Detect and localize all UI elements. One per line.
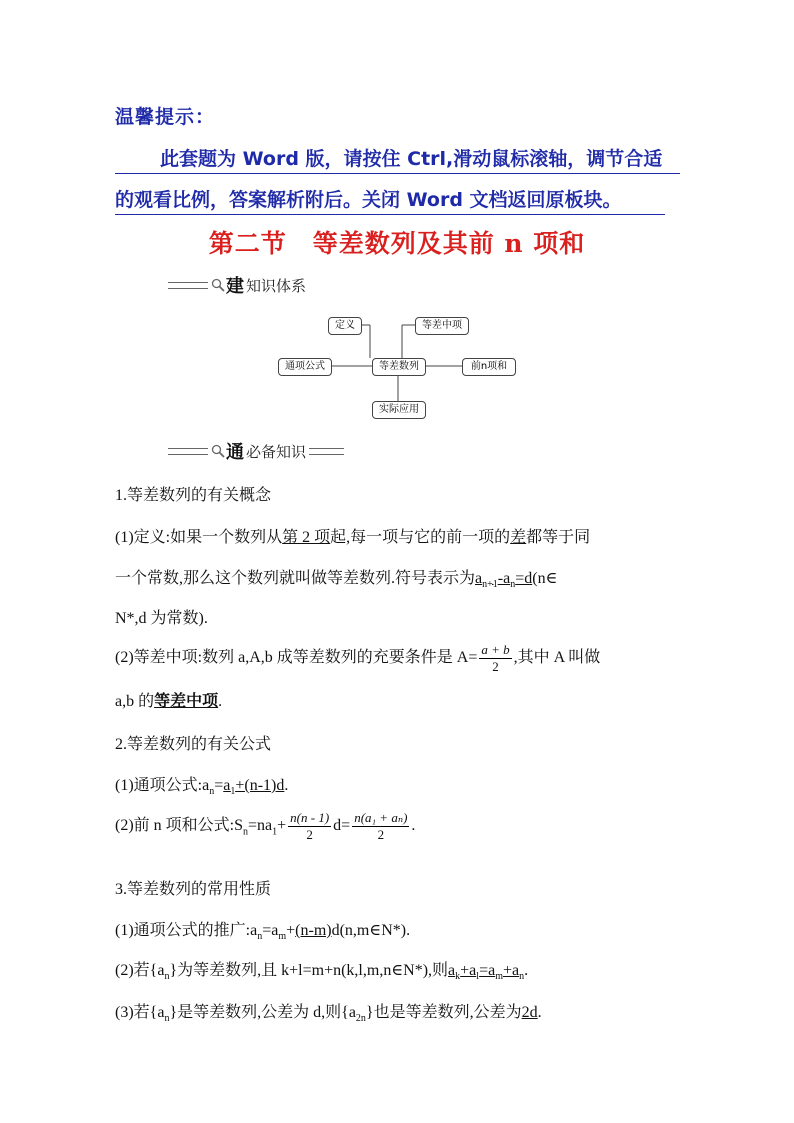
section-header-essential-knowledge	[168, 440, 344, 462]
double-rule-left	[168, 448, 208, 455]
tip-title: 温馨提示：	[115, 106, 216, 128]
section-title: 知识体系	[246, 276, 307, 295]
middle-term-line-1: (2)等差中项:数列 a,A,b 成等差数列的充要条件是 A= $\frac{a + b}{2}$ ,其中 A 叫做	[115, 642, 601, 674]
diagram-node-middle-term: 等差中项	[415, 317, 469, 335]
heading-2: 2.等差数列的有关公式	[115, 736, 272, 753]
heading-1: 1.等差数列的有关概念	[115, 487, 272, 504]
property-line-3: (3)若$\{a_n\}$是等差数列,公差为 d,则$\{a_{2n}\}$也是等差数列,公差为2d.	[115, 1004, 542, 1025]
diagram-node-definition: 定义	[328, 317, 362, 335]
diagram-node-application: 实际应用	[372, 401, 426, 419]
double-rule-left	[168, 282, 208, 289]
fraction-a-plus-b: $\frac{a + b}{2}$	[481, 642, 510, 674]
main-title: 第二节 等差数列及其前 n 项和	[208, 229, 586, 258]
magnifier-icon	[211, 278, 225, 292]
tip-line-1: 此套题为 Word 版，请按住 Ctrl,滑动鼠标滚轴，调节合适	[115, 144, 680, 174]
diagram-node-general-formula: 通项公式	[278, 358, 332, 376]
property-line-1: (1)通项公式的推广$:a_n=a_m+(n-m)d(n,m\in N*)$.	[115, 922, 411, 943]
tip-line-2: 的观看比例，答案解析附后。关闭 Word 文档返回原板块。	[115, 185, 665, 215]
section-title: 必备知识	[246, 442, 307, 461]
general-formula-line: (1)通项公式$:a_n=a_1+(n-1)d$.	[115, 777, 289, 798]
definition-line-2: 一个常数,那么这个数列就叫做等差数列.符号表示为$a_{n+1}-a_n=d(n\in$	[115, 570, 558, 591]
section-char: 建	[226, 276, 244, 297]
diagram-node-center: 等差数列	[372, 358, 426, 376]
definition-line-3: N*,d 为常数).	[115, 610, 208, 627]
magnifier-icon	[211, 444, 225, 458]
knowledge-diagram	[270, 310, 520, 425]
section-header-knowledge-system	[168, 274, 306, 296]
heading-3: 3.等差数列的常用性质	[115, 881, 272, 898]
diagram-node-sum-formula: 前n项和	[462, 358, 516, 376]
sum-formula-line: (2)前 n 项和公式$:S_n=na_1+$ $\frac{n(n - 1)}{2}$ d= $\frac{\text{n(a₁ + aₙ)}}{2}$ .	[115, 810, 416, 842]
fraction-n-n-minus-1: $\frac{n(n - 1)}{2}$	[290, 810, 330, 842]
fraction-n-a1-plus-an: $\frac{\text{n(a₁ + aₙ)}}{2}$	[354, 810, 408, 842]
middle-term-line-2: a,b 的等差中项.	[115, 693, 223, 710]
section-char: 通	[226, 442, 244, 463]
double-rule-right	[309, 448, 344, 455]
definition-line-1: (1)定义:如果一个数列从第 2 项起,每一项与它的前一项的差都等于同	[115, 529, 591, 546]
property-line-2: (2)若$\{a_n\}$为等差数列,且 k+l=m+n(k,l,m,n∈N*),则$a_k+a_l=a_m+a_n$.	[115, 962, 529, 983]
